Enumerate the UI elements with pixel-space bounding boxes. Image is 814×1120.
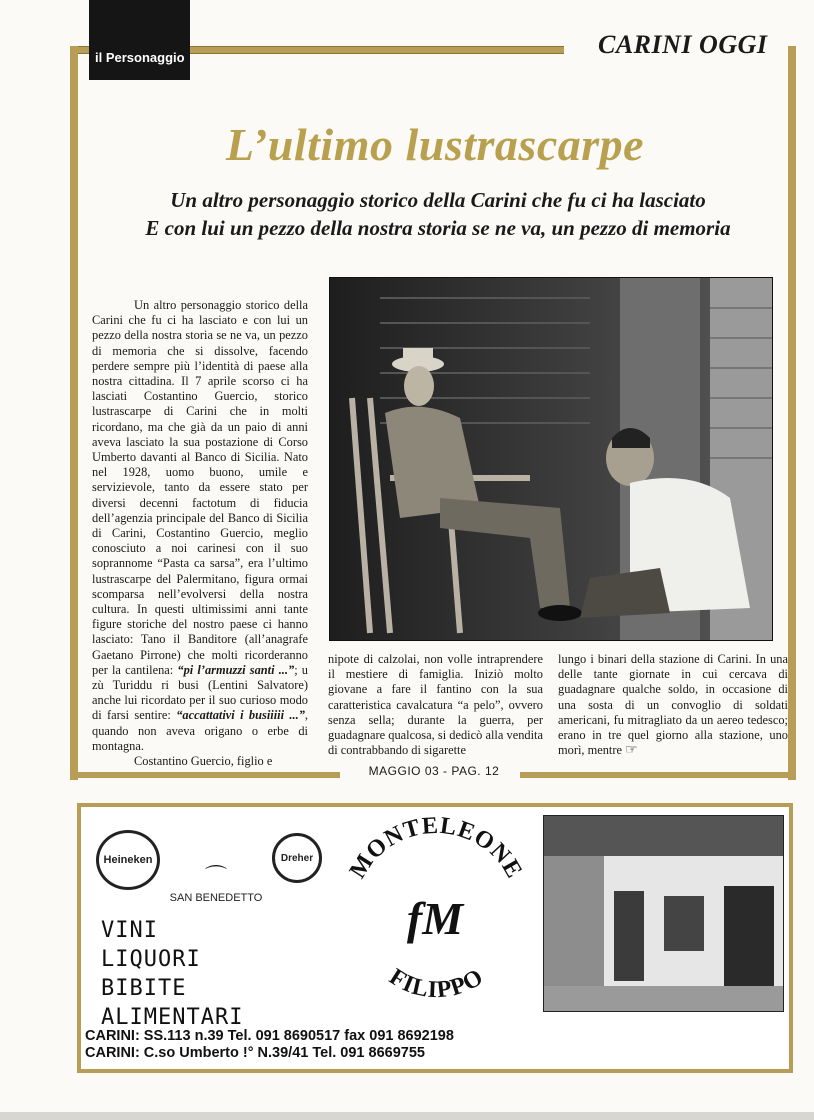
frame-right-rule bbox=[788, 46, 796, 780]
logo-bottom-text: FILIPPO bbox=[384, 963, 489, 1004]
logo-top-text: MONTELEONE bbox=[344, 816, 528, 884]
san-benedetto-logo bbox=[166, 866, 266, 904]
article-column-2: nipote di calzolai, non volle intraprendere il mestiere di famiglia. Iniziò molto giovane a fare il fantino con la sua caratteristica cavalcatura “a pelo”, ovvero senza sella; durante la guerra, per guadagnare qualcosa, si dedicò alla vendita di contrabbando di sigarette bbox=[328, 652, 543, 758]
subtitle-line-1: Un altro personaggio storico della Carini che fu ci ha lasciato bbox=[170, 188, 706, 212]
masthead: CARINI OGGI bbox=[598, 30, 768, 59]
address-line: CARINI: SS.113 n.39 Tel. 091 8690517 fax 091 8692198 bbox=[85, 1028, 454, 1044]
paragraph bbox=[92, 298, 308, 754]
article-photo-shoeshine bbox=[329, 277, 773, 641]
product-item: BIBITE bbox=[101, 976, 187, 1001]
frame-left-rule bbox=[70, 46, 78, 780]
product-list bbox=[101, 916, 243, 1032]
shop-front-photo bbox=[543, 815, 784, 1012]
product-item: VINI bbox=[101, 918, 158, 943]
product-item: ALIMENTARI bbox=[101, 1005, 244, 1030]
text-run: , quando non aveva origano o erbe di montagna. bbox=[92, 708, 308, 753]
photo-illustration bbox=[330, 278, 772, 640]
text-run: ; u zù Turiddu ri busi (Lentini Salvatore) anche lui ricordato per il suo curioso modo di farsi sentire: bbox=[92, 662, 308, 723]
product-item: LIQUORI bbox=[101, 947, 201, 972]
heineken-logo: Heineken bbox=[96, 830, 160, 890]
text-run: lungo i binari della stazione di Carini. In una delle tante giornate in cui cercava di guadagnare qualche soldo, in occasione di una sosta di un convoglio di soldati americani, fu mitragliato da un aereo tedesco; erano in tre quel giorno alla stazione, uno morì, mentre bbox=[558, 652, 788, 758]
section-tab: il Personaggio bbox=[89, 0, 190, 80]
swallow-icon: ⌒ bbox=[204, 864, 227, 889]
article-title: L’ultimo lustrascarpe bbox=[225, 119, 645, 170]
quote: “pi l’armuzzi santi ...” bbox=[177, 662, 295, 677]
monteleone-logo bbox=[338, 816, 533, 1016]
address-line: CARINI: C.so Umberto !° N.39/41 Tel. 091 8669755 bbox=[85, 1045, 425, 1061]
article-column-1 bbox=[92, 298, 308, 769]
text-run: Un altro personaggio storico della Carini che fu ci ha lasciato e con lui un pezzo della nostra storia se ne va, un pezzo di memoria che si dissolve, facendo perdere sempre più l’identità di paese alla nostra cittadina. Il 7 aprile scorso ci ha lasciati Costantino Guercio, storico lustrascarpe di Carini che in molti ricordano, ma che già da un paio di anni aveva lasciato la sua postazione di Corso Umberto davanti al Banco di Sicilia. Nato nel 1928, uomo buono, umile e servizievole, tanto da essere stato per diversi decenni factotum di fiducia dell’agenzia principale del Banco di Sicilia di Carini, Costantino Guercio, meglio conosciuto a noi carinesi con il suo soprannome “Pasta ca sarsa”, era l’ultimo lustrascarpe del Palermitano, figura ormai scomparsa nell’evolversi della nostra cultura. In questi ultimissimi anni tante figure storiche del nostro paese ci hanno lasciato: Tano il Banditore (all’anagrafe Gaetano Pirrone) che molti ricorderanno per la cantilena: bbox=[92, 298, 308, 677]
dreher-logo: Dreher bbox=[272, 833, 322, 883]
page-footer: MAGGIO 03 - PAG. 12 bbox=[368, 764, 500, 778]
logo-initials: fM bbox=[406, 893, 464, 944]
article-subtitle bbox=[88, 186, 788, 242]
quote: “accattativi i busiiiii ...” bbox=[176, 708, 305, 723]
pointing-hand-icon: ☞ bbox=[625, 743, 638, 759]
scan-edge bbox=[0, 1112, 814, 1120]
shop-photo-illustration bbox=[544, 816, 783, 1011]
paragraph: Costantino Guercio, figlio e bbox=[134, 754, 273, 769]
brand-label: SAN BENEDETTO bbox=[169, 892, 263, 904]
subtitle-line-2: E con lui un pezzo della nostra storia se ne va, un pezzo di memoria bbox=[145, 216, 731, 240]
frame-bottom-rule-right bbox=[520, 772, 796, 778]
shop-addresses bbox=[85, 1028, 645, 1062]
article-column-3 bbox=[558, 652, 788, 758]
frame-bottom-rule-left bbox=[70, 772, 340, 778]
